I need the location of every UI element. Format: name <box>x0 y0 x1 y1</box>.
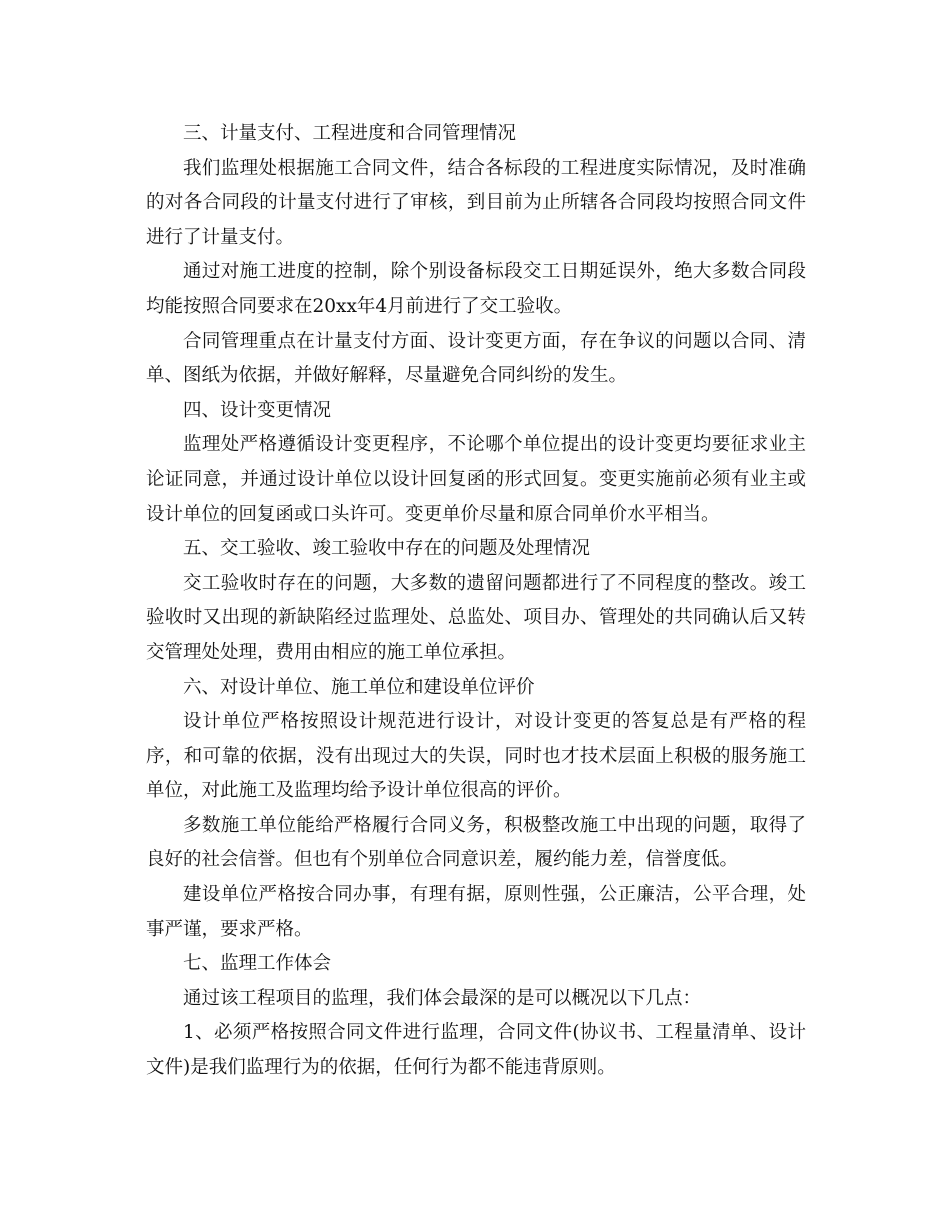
paragraph: 通过对施工进度的控制，除个别设备标段交工日期延误外，绝大多数合同段均能按照合同要求在20xx年4月前进行了交工验收。 <box>146 261 806 317</box>
paragraph: 设计单位严格按照设计规范进行设计，对设计变更的答复总是有严格的程序，和可靠的依据，没有出现过大的失误，同时也才技术层面上积极的服务施工单位，对此施工及监理均给予设计单位很高的评价。 <box>146 711 806 802</box>
paragraph: 交工验收时存在的问题，大多数的遗留问题都进行了不同程度的整改。竣工验收时又出现的新缺陷经过监理处、总监处、项目办、管理处的共同确认后又转交管理处处理，费用由相应的施工单位承担。 <box>146 572 806 663</box>
paragraph: 1、必须严格按照合同文件进行监理，合同文件(协议书、工程量清单、设计文件)是我们监理行为的依据，任何行为都不能违背原则。 <box>146 1022 806 1079</box>
section-heading-metering: 三、计量支付、工程进度和合同管理情况 <box>183 123 517 144</box>
section-heading-experience: 七、监理工作体会 <box>183 953 332 975</box>
paragraph: 监理处严格遵循设计变更程序，不论哪个单位提出的设计变更均要征求业主论证同意，并通过设计单位以设计回复函的形式回复。变更实施前必须有业主或设计单位的回复函或口头许可。变更单价尽量和原合同单价水平相当。 <box>146 434 806 525</box>
section-heading-evaluation: 六、对设计单位、施工单位和建设单位评价 <box>183 676 535 698</box>
paragraph: 多数施工单位能给严格履行合同义务，积极整改施工中出现的问题，取得了良好的社会信誉。但也有个别单位合同意识差，履约能力差，信誉度低。 <box>146 814 806 871</box>
section-heading-acceptance: 五、交工验收、竣工验收中存在的问题及处理情况 <box>183 538 591 560</box>
section-heading-design-change: 四、设计变更情况 <box>183 399 332 421</box>
paragraph: 我们监理处根据施工合同文件，结合各标段的工程进度实际情况，及时准确的对各合同段的计量支付进行了审核，到目前为止所辖各合同段均按照合同文件进行了计量支付。 <box>146 157 806 248</box>
paragraph: 通过该工程项目的监理，我们体会最深的是可以概况以下几点： <box>183 987 702 1009</box>
document-page <box>146 117 806 1086</box>
paragraph: 合同管理重点在计量支付方面、设计变更方面，存在争议的问题以合同、清单、图纸为依据，并做好解释，尽量避免合同纠纷的发生。 <box>146 330 806 387</box>
paragraph: 建设单位严格按合同办事，有理有据，原则性强，公正廉洁，公平合理，处事严谨，要求严格。 <box>146 884 806 940</box>
